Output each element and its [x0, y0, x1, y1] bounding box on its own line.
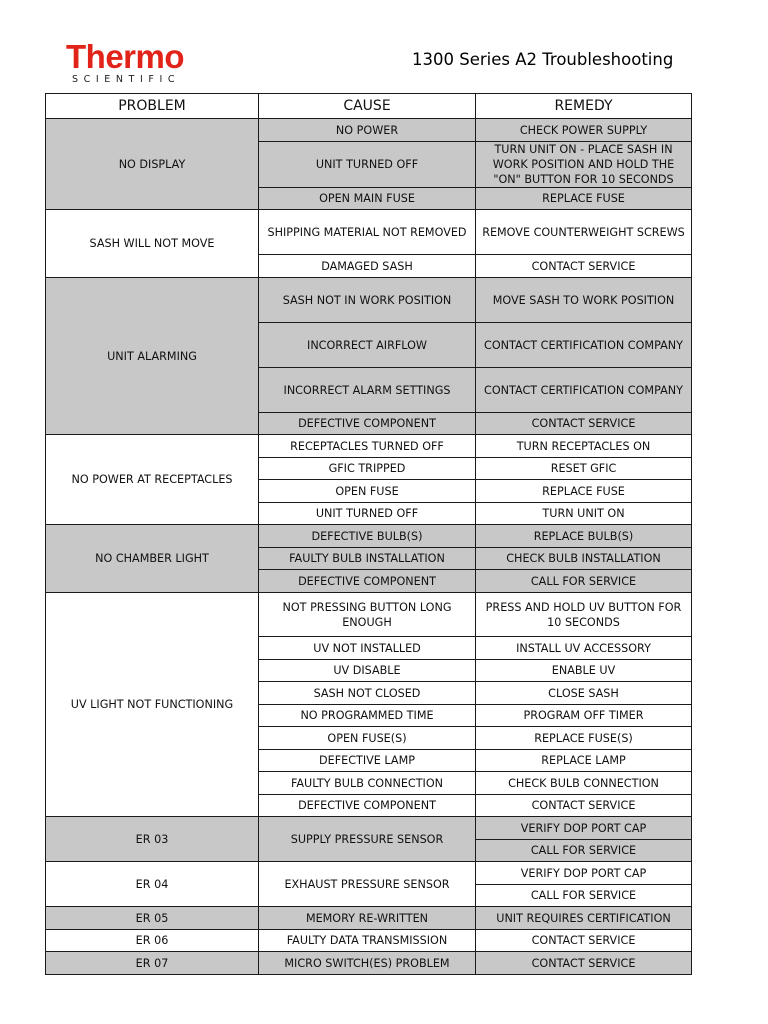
cause-cell: FAULTY BULB CONNECTION — [259, 772, 476, 795]
remedy-cell: CONTACT SERVICE — [476, 952, 692, 975]
column-header-cause: CAUSE — [259, 94, 476, 119]
remedy-cell: RESET GFIC — [476, 458, 692, 480]
remedy-cell: CONTACT CERTIFICATION COMPANY — [476, 368, 692, 413]
remedy-cell: INSTALL UV ACCESSORY — [476, 637, 692, 660]
table-row — [46, 435, 692, 458]
problem-cell: NO POWER AT RECEPTACLES — [46, 435, 259, 525]
remedy-cell: CHECK BULB CONNECTION — [476, 772, 692, 795]
cause-cell: MICRO SWITCH(ES) PROBLEM — [259, 952, 476, 975]
cause-cell: UV DISABLE — [259, 660, 476, 682]
table-row — [46, 119, 692, 142]
brand-subtitle: SCIENTIFIC — [72, 74, 181, 85]
remedy-cell: REMOVE COUNTERWEIGHT SCREWS — [476, 210, 692, 255]
cause-cell: NO POWER — [259, 119, 476, 142]
table-row — [46, 930, 692, 952]
cause-cell: UNIT TURNED OFF — [259, 503, 476, 525]
cause-cell: FAULTY BULB INSTALLATION — [259, 548, 476, 570]
cause-cell: UNIT TURNED OFF — [259, 142, 476, 188]
cause-cell: SASH NOT IN WORK POSITION — [259, 278, 476, 323]
cause-cell: EXHAUST PRESSURE SENSOR — [259, 862, 476, 907]
remedy-cell: CLOSE SASH — [476, 682, 692, 705]
remedy-cell: CHECK POWER SUPPLY — [476, 119, 692, 142]
cause-cell: SASH NOT CLOSED — [259, 682, 476, 705]
remedy-cell: CONTACT SERVICE — [476, 795, 692, 817]
problem-cell: NO CHAMBER LIGHT — [46, 525, 259, 593]
cause-cell: INCORRECT AIRFLOW — [259, 323, 476, 368]
problem-cell: ER 07 — [46, 952, 259, 975]
table-row — [46, 862, 692, 885]
cause-cell: NOT PRESSING BUTTON LONG ENOUGH — [259, 593, 476, 637]
column-header-problem: PROBLEM — [46, 94, 259, 119]
troubleshooting-table — [45, 93, 692, 975]
problem-cell: NO DISPLAY — [46, 119, 259, 210]
cause-cell: DEFECTIVE COMPONENT — [259, 413, 476, 435]
remedy-cell: TURN RECEPTACLES ON — [476, 435, 692, 458]
cause-cell: OPEN MAIN FUSE — [259, 188, 476, 210]
cause-cell: SHIPPING MATERIAL NOT REMOVED — [259, 210, 476, 255]
problem-cell: UV LIGHT NOT FUNCTIONING — [46, 593, 259, 817]
remedy-cell: CHECK BULB INSTALLATION — [476, 548, 692, 570]
remedy-cell: UNIT REQUIRES CERTIFICATION — [476, 907, 692, 930]
cause-cell: DEFECTIVE COMPONENT — [259, 795, 476, 817]
remedy-cell: TURN UNIT ON - PLACE SASH IN WORK POSITION AND HOLD THE "ON" BUTTON FOR 10 SECONDS — [476, 142, 692, 188]
problem-cell: SASH WILL NOT MOVE — [46, 210, 259, 278]
cause-cell: DEFECTIVE BULB(S) — [259, 525, 476, 548]
remedy-cell: REPLACE BULB(S) — [476, 525, 692, 548]
table-body — [46, 119, 692, 975]
remedy-cell: REPLACE LAMP — [476, 750, 692, 772]
cause-cell: GFIC TRIPPED — [259, 458, 476, 480]
problem-cell: ER 04 — [46, 862, 259, 907]
cause-cell: DEFECTIVE LAMP — [259, 750, 476, 772]
remedy-cell: VERIFY DOP PORT CAP — [476, 862, 692, 885]
remedy-cell: PRESS AND HOLD UV BUTTON FOR 10 SECONDS — [476, 593, 692, 637]
cause-cell: FAULTY DATA TRANSMISSION — [259, 930, 476, 952]
remedy-cell: PROGRAM OFF TIMER — [476, 705, 692, 727]
table-header-row — [46, 94, 692, 119]
remedy-cell: CONTACT CERTIFICATION COMPANY — [476, 323, 692, 368]
cause-cell: NO PROGRAMMED TIME — [259, 705, 476, 727]
remedy-cell: REPLACE FUSE — [476, 188, 692, 210]
table-row — [46, 210, 692, 255]
cause-cell: INCORRECT ALARM SETTINGS — [259, 368, 476, 413]
cause-cell: OPEN FUSE — [259, 480, 476, 503]
document-title: 1300 Series A2 Troubleshooting — [412, 50, 674, 69]
thermo-scientific-logo — [66, 38, 185, 85]
cause-cell: DEFECTIVE COMPONENT — [259, 570, 476, 593]
remedy-cell: VERIFY DOP PORT CAP — [476, 817, 692, 840]
brand-name: Thermo — [66, 38, 185, 75]
problem-cell: ER 05 — [46, 907, 259, 930]
cause-cell: MEMORY RE-WRITTEN — [259, 907, 476, 930]
problem-cell: UNIT ALARMING — [46, 278, 259, 435]
remedy-cell: CALL FOR SERVICE — [476, 840, 692, 862]
remedy-cell: CONTACT SERVICE — [476, 255, 692, 278]
cause-cell: OPEN FUSE(S) — [259, 727, 476, 750]
cause-cell: UV NOT INSTALLED — [259, 637, 476, 660]
remedy-cell: TURN UNIT ON — [476, 503, 692, 525]
remedy-cell: ENABLE UV — [476, 660, 692, 682]
problem-cell: ER 03 — [46, 817, 259, 862]
cause-cell: SUPPLY PRESSURE SENSOR — [259, 817, 476, 862]
remedy-cell: CONTACT SERVICE — [476, 413, 692, 435]
problem-cell: ER 06 — [46, 930, 259, 952]
table-row — [46, 593, 692, 637]
table-row — [46, 278, 692, 323]
remedy-cell: MOVE SASH TO WORK POSITION — [476, 278, 692, 323]
remedy-cell: CALL FOR SERVICE — [476, 570, 692, 593]
remedy-cell: CALL FOR SERVICE — [476, 885, 692, 907]
column-header-remedy: REMEDY — [476, 94, 692, 119]
cause-cell: RECEPTACLES TURNED OFF — [259, 435, 476, 458]
table-row — [46, 525, 692, 548]
remedy-cell: CONTACT SERVICE — [476, 930, 692, 952]
table-row — [46, 952, 692, 975]
remedy-cell: REPLACE FUSE — [476, 480, 692, 503]
remedy-cell: REPLACE FUSE(S) — [476, 727, 692, 750]
cause-cell: DAMAGED SASH — [259, 255, 476, 278]
table-row — [46, 817, 692, 840]
table-row — [46, 907, 692, 930]
